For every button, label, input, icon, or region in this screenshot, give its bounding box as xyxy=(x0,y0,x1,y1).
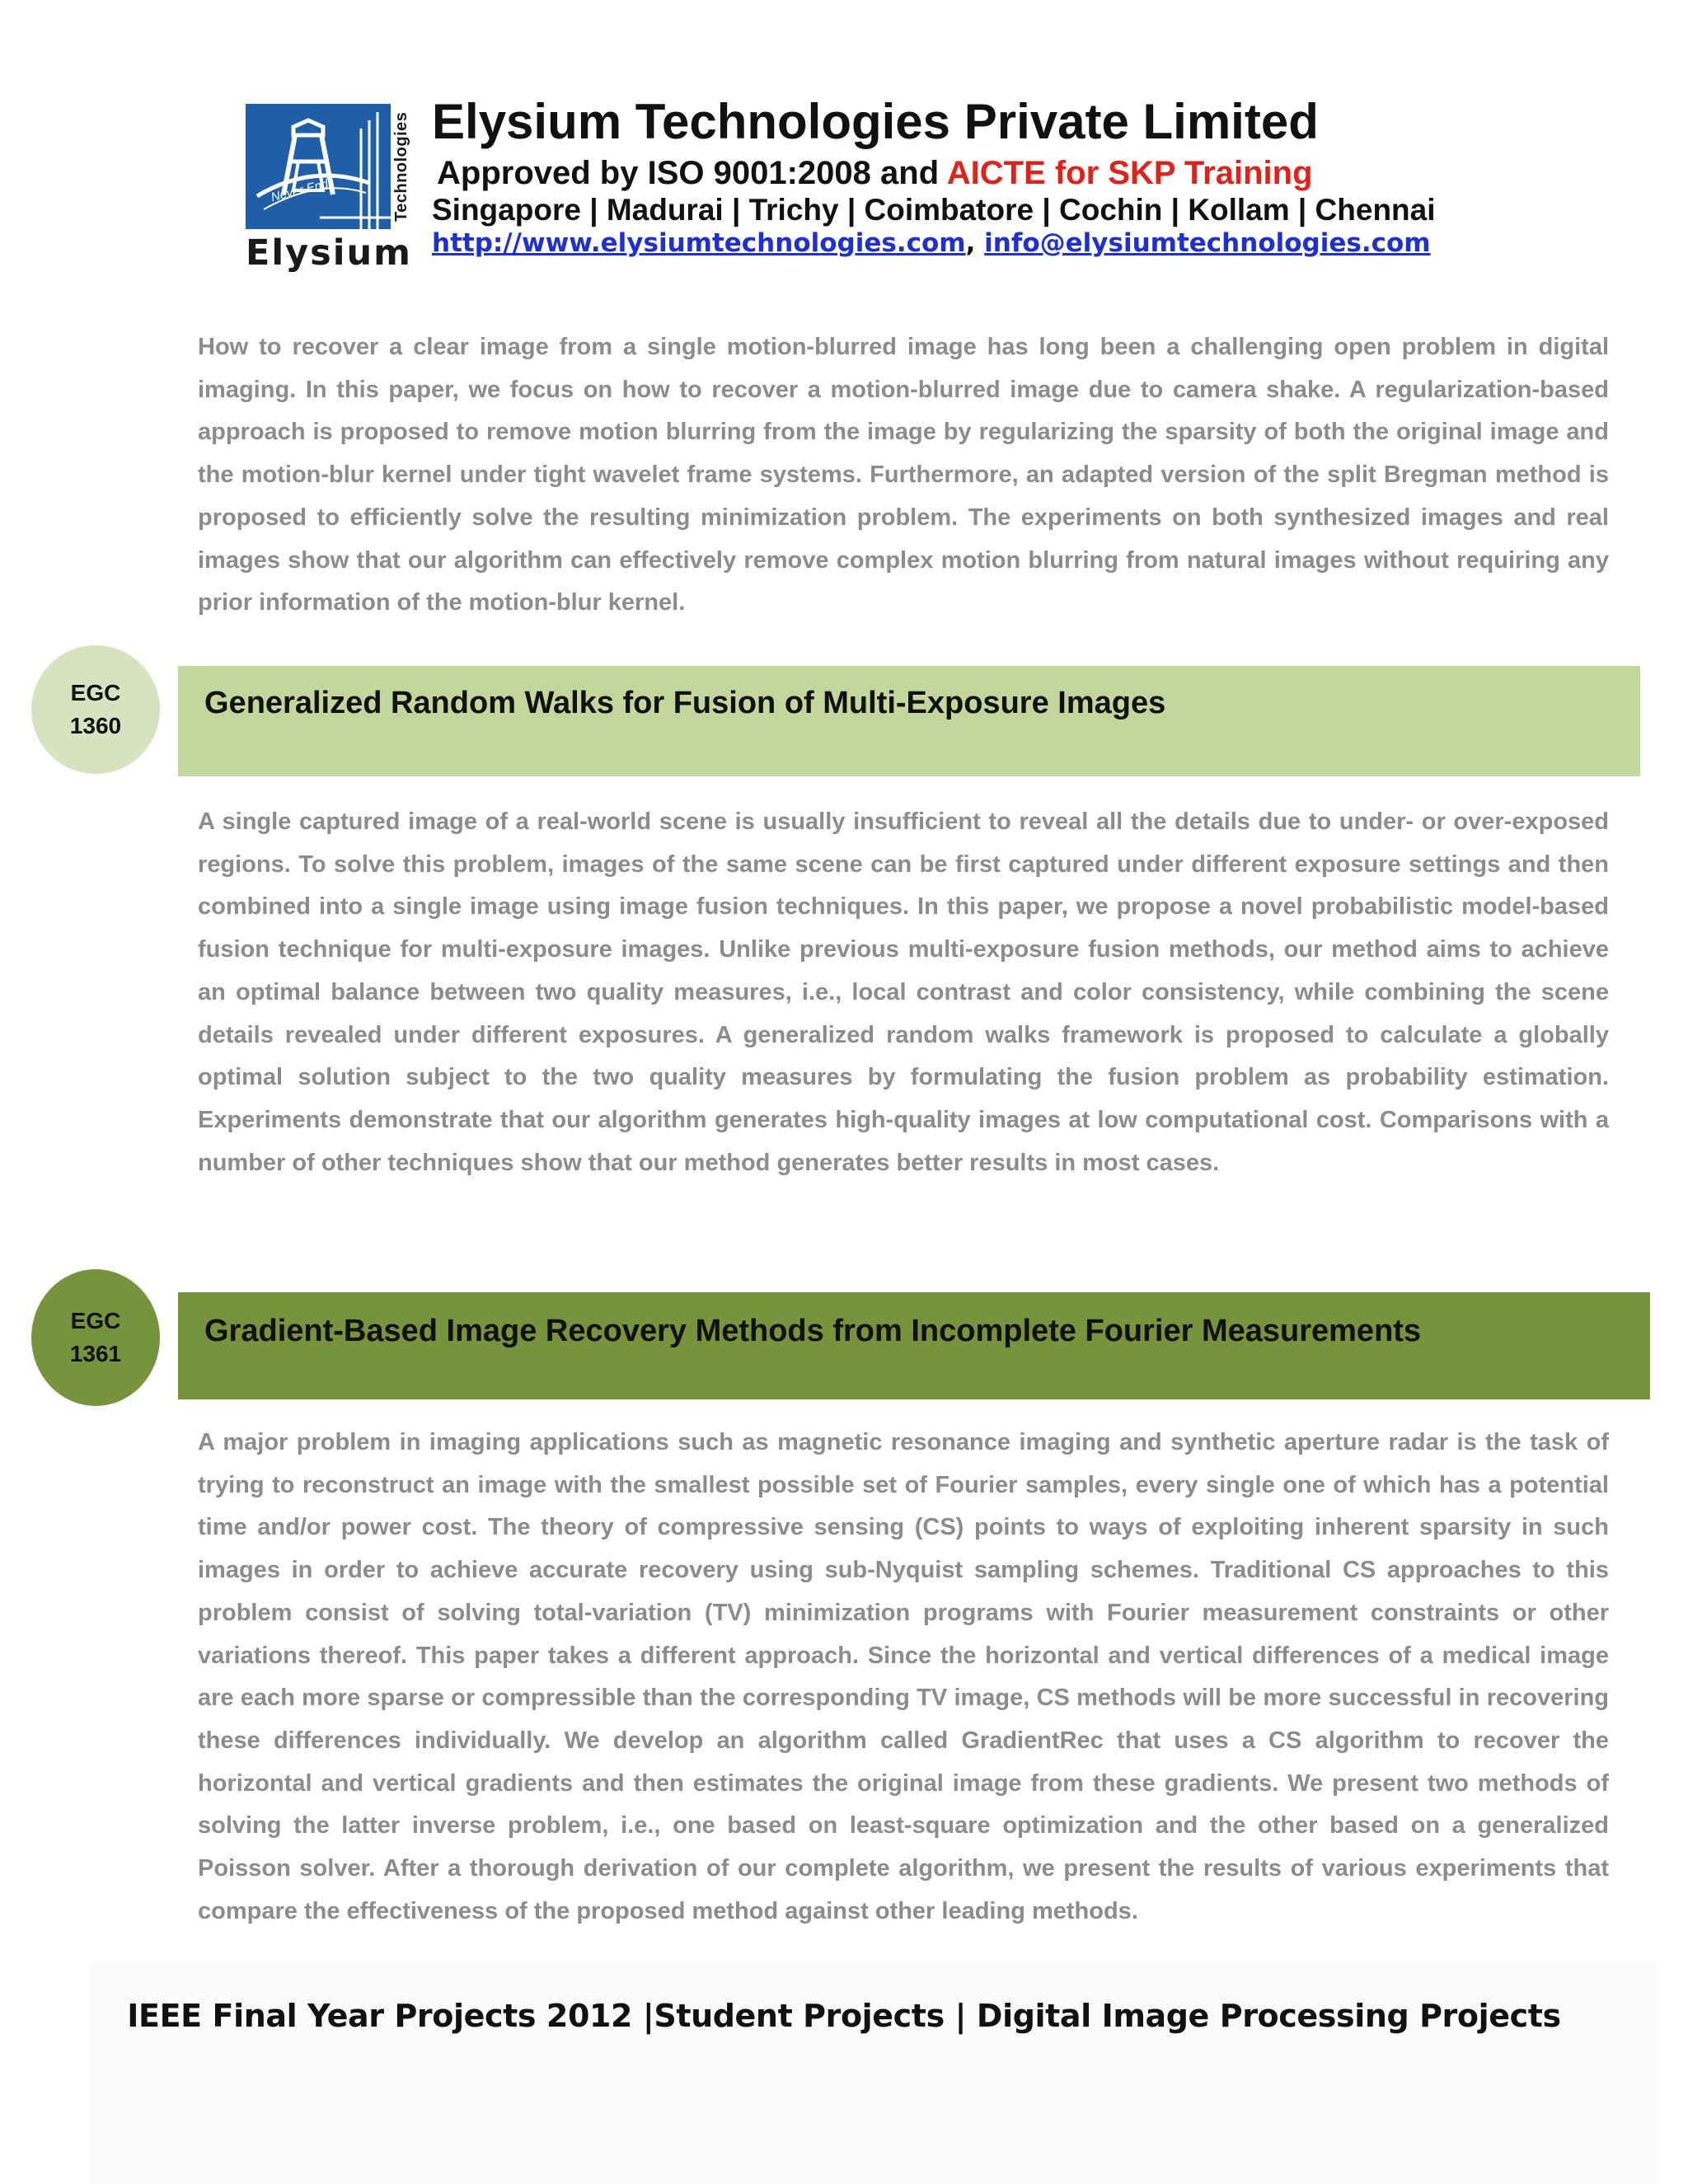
lighthouse-icon xyxy=(246,104,391,229)
contact-links xyxy=(432,228,1431,258)
accreditation-line xyxy=(437,157,1313,190)
logo-vertical-text: Technologies xyxy=(392,111,410,222)
logo-emblem xyxy=(246,104,391,229)
logo-badge-text: Never Ends xyxy=(270,175,336,205)
footer-text: IEEE Final Year Projects 2012 |Student Projects | Digital Image Processing Projects xyxy=(127,1998,1561,2034)
section-abstract: A single captured image of a real-world scene is usually insufficient to reveal all the details due to under- or over-exposed regions. To solve this problem, images of the same scene can be first captured under different exposure settings and then combined into a single image using image fusion techniques. In this paper, we propose a novel probabilistic model-based fusion technique for multi-exposure images. Unlike previous multi-exposure fusion methods, our method aims to achieve an optimal balance between two quality measures, i.e., local contrast and color consistency, while combining the scene details revealed under different exposures. A generalized random walks framework is proposed to calculate a globally optimal solution subject to the two quality measures by formulating the fusion problem as probability estimation. Experiments demonstrate that our algorithm generates high-quality images at low computational cost. Comparisons with a number of other techniques show that our method generates better results in most cases. xyxy=(198,808,1609,1176)
company-name: Elysium Technologies Private Limited xyxy=(432,94,1319,149)
accreditation-highlight: AICTE for SKP Training xyxy=(946,155,1313,191)
project-code-number: 1360 xyxy=(69,713,122,738)
logo-wordmark: Elysium xyxy=(246,232,412,274)
section-title-band xyxy=(178,666,1640,776)
project-code-badge xyxy=(31,1269,160,1406)
section-title-band xyxy=(178,1292,1650,1399)
website-link[interactable]: http://www.elysiumtechnologies.com xyxy=(432,228,966,258)
project-code-badge xyxy=(31,645,160,774)
company-logo xyxy=(246,104,415,277)
section-title: Generalized Random Walks for Fusion of Multi-Exposure Images xyxy=(204,686,1166,720)
intro-abstract: How to recover a clear image from a single motion-blurred image has long been a challenging open problem in digital imaging. In this paper, we focus on how to recover a motion-blurred image due to camera shake. A regularization-based approach is proposed to remove motion blurring from the image by regularizing the sparsity of both the original image and the motion-blur kernel under tight wavelet frame systems. Furthermore, an adapted version of the split Bregman method is proposed to efficiently solve the resulting minimization problem. The experiments on both synthesized images and real images show that our algorithm can effectively remove complex motion blurring from natural images without requiring any prior information of the motion-blur kernel. xyxy=(198,334,1609,616)
section-title: Gradient-Based Image Recovery Methods from Incomplete Fourier Measurements xyxy=(204,1314,1422,1348)
page-background-tint xyxy=(91,1961,1657,2184)
project-code-prefix: EGC xyxy=(70,1308,121,1333)
page-footer xyxy=(0,1998,1688,2034)
section-abstract: A major problem in imaging applications such as magnetic resonance imaging and synthetic aperture radar is the task of trying to reconstruct an image with the smallest possible set of Fourier samples, every single one of which has a potential time and/or power cost. The theory of compressive sensing (CS) points to ways of exploiting inherent sparsity in such images in order to achieve accurate recovery using sub-Nyquist sampling schemes. Traditional CS approaches to this problem consist of solving total-variation (TV) minimization programs with Fourier measurement constraints or other variations thereof. This paper takes a different approach. Since the horizontal and vertical differences of a medical image are each more sparse or compressible than the corresponding TV image, CS methods will be more successful in recovering these differences individually. We develop an algorithm called GradientRec that uses a CS algorithm to recover the horizontal and vertical gradients and then estimates the original image from these gradients. We present two methods of solving the latter inverse problem, i.e., one based on least-square optimization and the other based on a generalized Poisson solver. After a thorough derivation of our complete algorithm, we present the results of various experiments that compare the effectiveness of the proposed method against other leading methods. xyxy=(198,1429,1609,1924)
project-code-prefix: EGC xyxy=(70,680,121,705)
office-locations: Singapore | Madurai | Trichy | Coimbatore | Cochin | Kollam | Chennai xyxy=(432,193,1436,227)
accreditation-prefix: Approved by ISO 9001:2008 and xyxy=(437,155,947,191)
email-link[interactable]: info@elysiumtechnologies.com xyxy=(984,228,1431,258)
project-code-number: 1361 xyxy=(69,1341,122,1366)
link-separator: , xyxy=(965,228,976,258)
